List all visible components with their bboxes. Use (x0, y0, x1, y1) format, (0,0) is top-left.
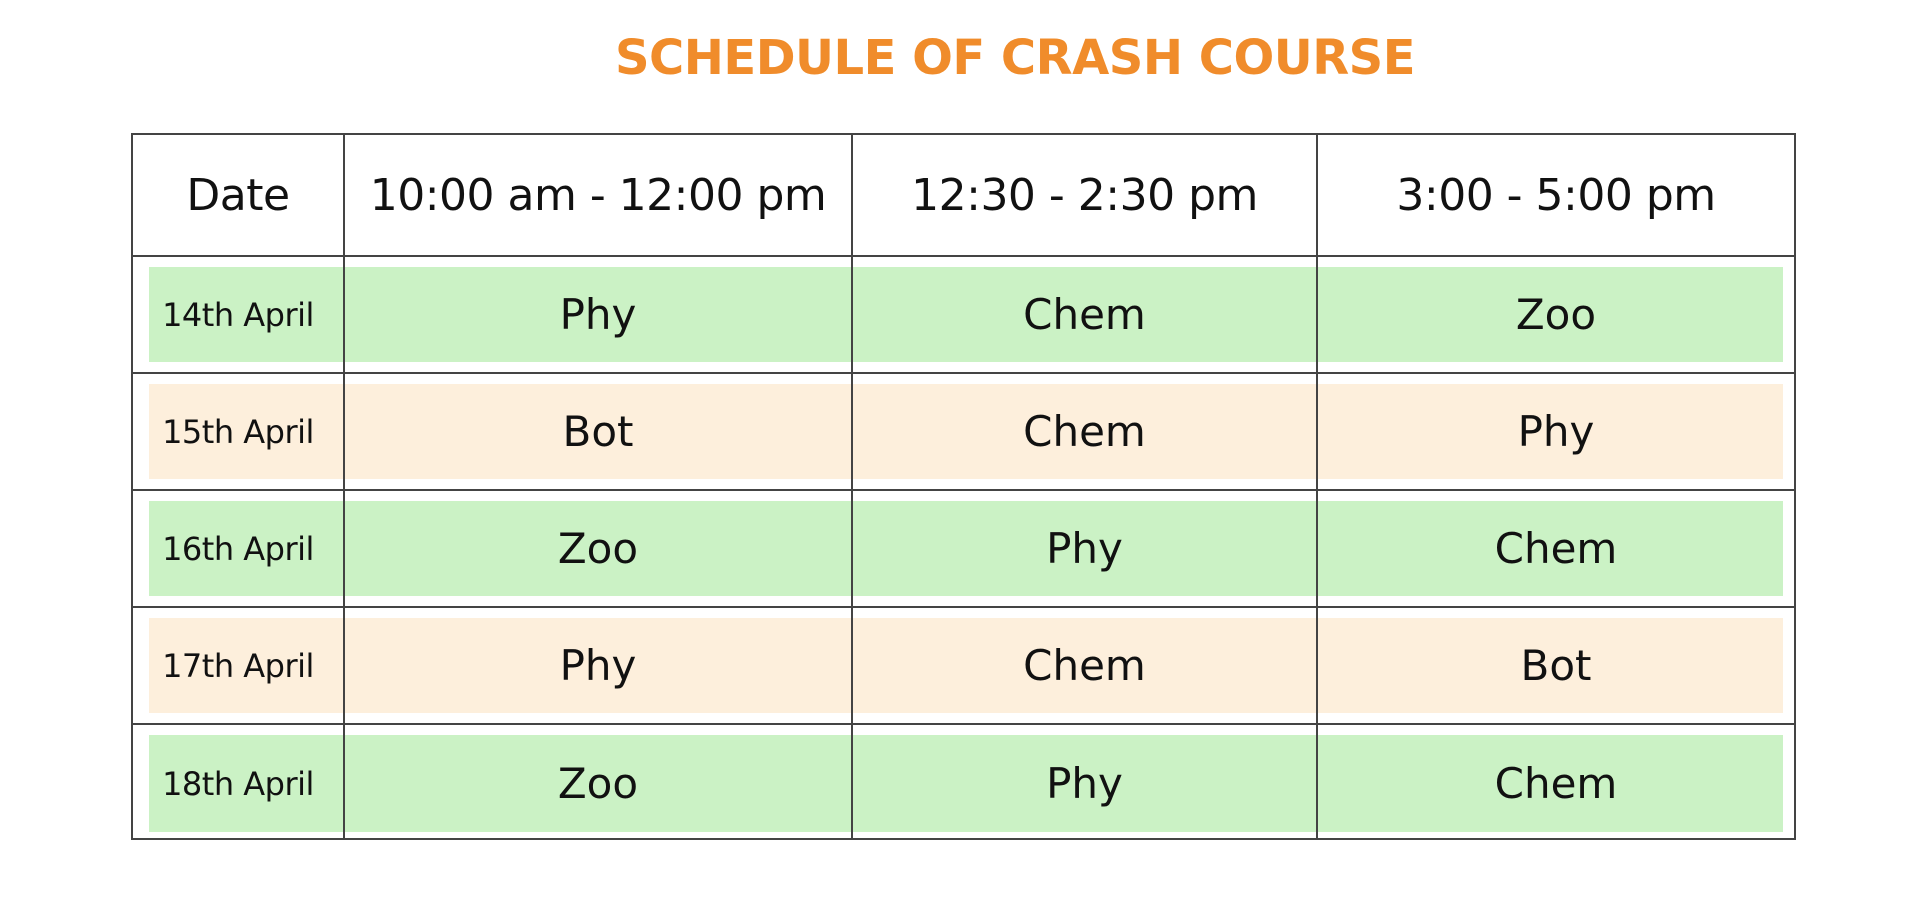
date-cell: 17th April (162, 646, 314, 685)
subject-cell: Zoo (557, 524, 639, 573)
table-row (133, 374, 1794, 491)
header-slot-morning: 10:00 am - 12:00 pm (369, 169, 827, 221)
date-cell: 14th April (162, 295, 314, 334)
header-slot-afternoon: 12:30 - 2:30 pm (911, 169, 1258, 221)
date-cell: 18th April (162, 764, 314, 803)
date-cell: 16th April (162, 529, 314, 568)
subject-cell: Bot (1520, 641, 1592, 690)
subject-cell: Phy (1046, 524, 1123, 573)
table-row (133, 725, 1794, 842)
subject-cell: Chem (1023, 407, 1146, 456)
subject-cell: Bot (562, 407, 634, 456)
subject-cell: Zoo (1515, 290, 1597, 339)
column-divider (851, 135, 853, 838)
subject-cell: Phy (1046, 759, 1123, 808)
subject-cell: Zoo (557, 759, 639, 808)
subject-cell: Chem (1023, 641, 1146, 690)
subject-cell: Chem (1023, 290, 1146, 339)
subject-cell: Phy (1517, 407, 1595, 456)
page-title: SCHEDULE OF CRASH COURSE (614, 30, 1416, 86)
table-header-row (133, 135, 1794, 257)
schedule-table (131, 133, 1796, 840)
table-row (133, 257, 1794, 374)
table-row (133, 491, 1794, 608)
column-divider (343, 135, 345, 838)
column-divider (1316, 135, 1318, 838)
subject-cell: Chem (1494, 524, 1618, 573)
subject-cell: Phy (559, 290, 637, 339)
header-slot-evening: 3:00 - 5:00 pm (1396, 169, 1716, 221)
table-row (133, 608, 1794, 725)
header-date: Date (186, 169, 290, 221)
subject-cell: Chem (1494, 759, 1618, 808)
date-cell: 15th April (162, 412, 314, 451)
subject-cell: Phy (559, 641, 637, 690)
